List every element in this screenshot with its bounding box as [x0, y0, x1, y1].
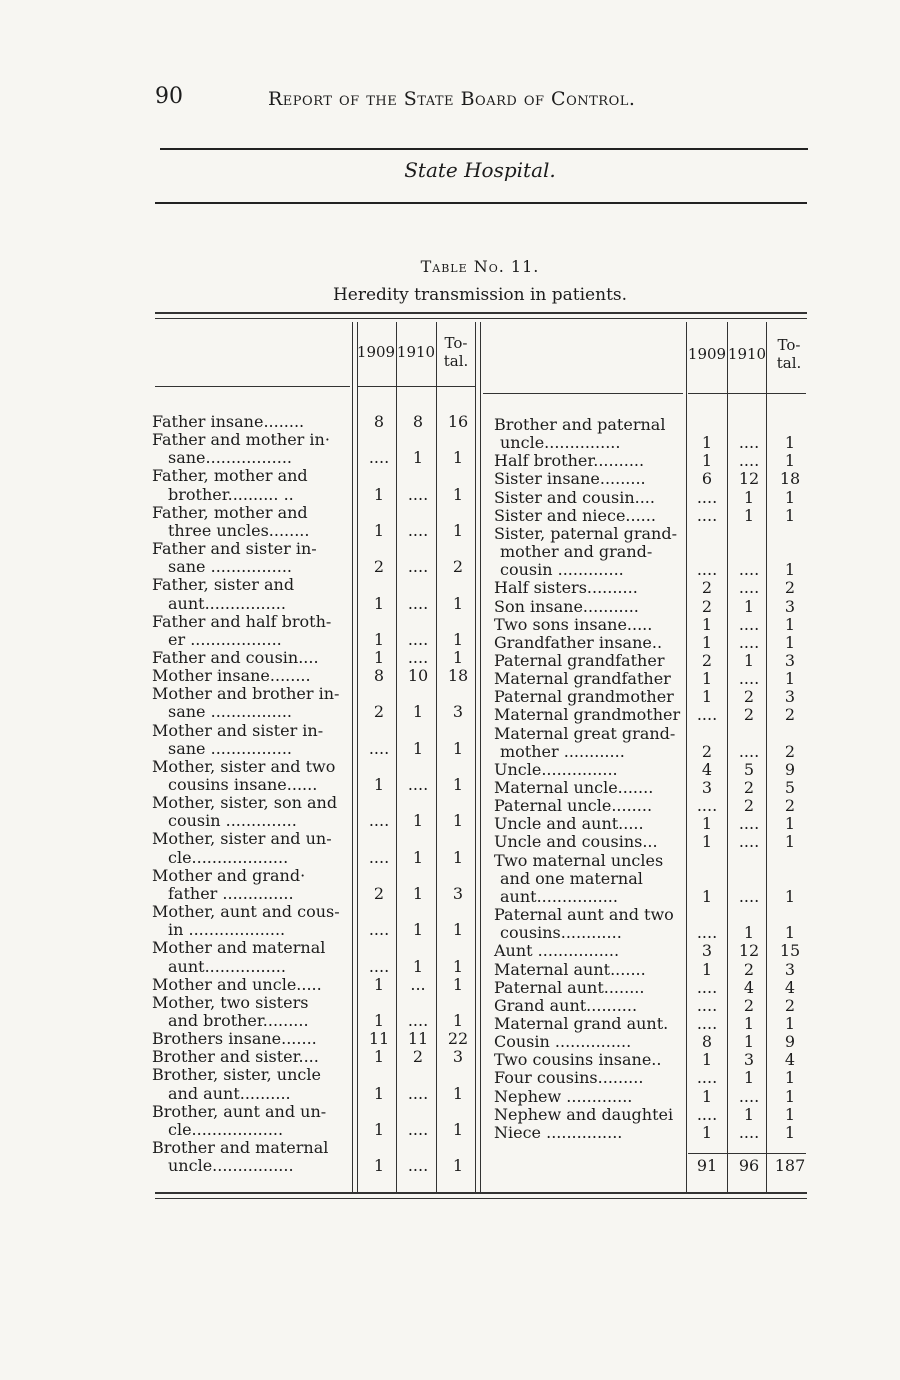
left-row-label: Mother and grand· [152, 865, 306, 885]
left-row-label: brother.......... .. [168, 484, 294, 504]
right-row-label: Two maternal uncles [494, 850, 664, 870]
left-row-total: 1 [452, 956, 464, 976]
right-row-1910: .... [738, 578, 760, 598]
right-row-label: and one maternal [500, 868, 643, 888]
right-row-1909: 2 [701, 741, 713, 761]
right-row-1909: 8 [701, 1032, 713, 1052]
left-row-total: 1 [452, 1119, 464, 1139]
right-row-total: 4 [784, 1050, 796, 1070]
right-row-1909: 1 [701, 614, 713, 634]
left-row-1909: 1 [373, 974, 385, 994]
right-row-total: 1 [784, 1086, 796, 1106]
left-row-1910: .... [407, 647, 429, 667]
left-row-label: Father, sister and [152, 575, 295, 595]
right-row-1910: .... [738, 614, 760, 634]
header-total-line2-left: tal. [443, 352, 469, 370]
right-row-1910: 2 [743, 959, 755, 979]
right-row-total: 3 [784, 596, 796, 616]
right-row-total: 1 [784, 433, 796, 453]
right-row-total: 9 [784, 759, 796, 779]
right-row-1910: 12 [738, 941, 760, 961]
table-number: Table No. 11. [420, 257, 540, 276]
right-row-1910: 4 [743, 977, 755, 997]
right-row-total: 2 [784, 796, 796, 816]
left-row-total: 3 [452, 702, 464, 722]
right-row-1910: .... [738, 1086, 760, 1106]
total-grand: 187 [774, 1156, 806, 1175]
right-row-label: uncle............... [500, 433, 621, 453]
section-title: State Hospital. [404, 158, 556, 182]
right-row-1910: 2 [743, 778, 755, 797]
left-row-1909: .... [368, 448, 390, 468]
left-row-1910: .... [407, 775, 429, 794]
left-row-label: Mother, sister and un- [152, 829, 332, 849]
right-row-1910: .... [738, 669, 760, 689]
left-row-1909: 1 [373, 1156, 385, 1176]
left-row-label: Father, mother and [152, 502, 308, 522]
right-row-label: Paternal uncle........ [494, 796, 653, 816]
right-row-total: 3 [784, 687, 796, 707]
left-row-1909: 2 [373, 557, 385, 577]
right-row-1910: 1 [743, 1104, 755, 1124]
header-rule-left-nums [358, 386, 476, 387]
right-row-1910: 2 [743, 705, 755, 725]
left-row-label: Mother and maternal [152, 938, 326, 958]
right-row-total: 2 [784, 578, 796, 598]
left-row-1910: .... [407, 1083, 429, 1103]
right-row-total: 5 [784, 778, 796, 797]
left-row-1910: 2 [412, 1047, 424, 1067]
right-row-label: Maternal grandfather [494, 669, 671, 689]
right-row-1909: .... [696, 995, 718, 1015]
right-row-label: Maternal aunt....... [494, 959, 646, 979]
left-row-label: cousins insane...... [168, 775, 318, 794]
left-row-1910: 1 [412, 847, 424, 867]
total-1910: 96 [738, 1156, 760, 1175]
right-row-total: 2 [784, 705, 796, 725]
left-row-1909: 1 [373, 1119, 385, 1139]
right-row-1910: .... [738, 886, 760, 906]
left-row-label: Brother and sister.... [152, 1047, 319, 1067]
right-row-1910: 1 [743, 487, 755, 507]
right-row-1910: 1 [743, 596, 755, 616]
header-total-line1-left: To- [444, 334, 468, 352]
left-row-label: and brother......... [168, 1010, 309, 1030]
right-row-1909: 1 [701, 451, 713, 471]
left-row-label: er .................. [168, 629, 282, 649]
right-row-1909: 1 [701, 1086, 713, 1106]
left-row-label: Mother, aunt and cous- [152, 902, 340, 922]
page-number: 90 [155, 84, 183, 109]
right-row-label: Maternal uncle....... [494, 778, 654, 797]
right-row-total: 1 [784, 923, 796, 943]
right-row-label: Maternal grandmother [494, 705, 681, 725]
header-rule-left [155, 386, 350, 387]
left-row-1910: 1 [412, 702, 424, 722]
column-divider [352, 322, 353, 1192]
left-row-1909: 8 [373, 412, 385, 431]
left-row-label: Father insane........ [152, 412, 305, 431]
left-row-total: 1 [452, 484, 464, 504]
right-row-total: 1 [784, 832, 796, 852]
right-row-1910: 12 [738, 469, 760, 489]
right-row-1909: .... [696, 977, 718, 997]
left-row-label: cousin .............. [168, 811, 297, 831]
header-rule-right-nums [688, 393, 806, 394]
left-row-1910: ... [410, 974, 426, 994]
right-row-label: Son insane........... [494, 596, 639, 616]
right-row-1909: 1 [701, 433, 713, 453]
right-row-1910: .... [738, 632, 760, 652]
right-row-label: Aunt ................ [494, 941, 620, 961]
right-row-1909: 3 [701, 778, 713, 797]
left-row-1910: 11 [407, 1029, 429, 1049]
right-row-1909: 1 [701, 1050, 713, 1070]
right-row-total: 3 [784, 650, 796, 670]
right-row-1910: 1 [743, 1068, 755, 1088]
left-row-label: and aunt.......... [168, 1083, 291, 1103]
right-row-total: 1 [784, 505, 796, 525]
right-row-label: aunt................ [500, 886, 618, 906]
right-row-total: 9 [784, 1032, 796, 1052]
left-row-1909: 2 [373, 883, 385, 903]
right-row-1909: 2 [701, 596, 713, 616]
right-row-1909: 3 [701, 941, 713, 961]
right-row-1910: 1 [743, 1013, 755, 1033]
right-row-total: 15 [779, 941, 801, 961]
header-1909-right: 1909 [687, 345, 727, 363]
right-row-label: Two cousins insane.. [494, 1050, 662, 1070]
left-row-total: 16 [447, 412, 469, 431]
left-row-1909: .... [368, 811, 390, 831]
left-row-1909: 1 [373, 593, 385, 613]
right-row-1910: .... [738, 451, 760, 471]
right-row-1910: .... [738, 433, 760, 453]
right-row-label: Brother and paternal [494, 415, 666, 434]
left-row-1910: 1 [412, 956, 424, 976]
running-head: Report of the State Board of Control. [268, 88, 636, 110]
right-row-total: 1 [784, 1122, 796, 1142]
right-row-label: Uncle and aunt..... [494, 814, 644, 834]
right-row-1910: .... [738, 741, 760, 761]
left-row-1909: 1 [373, 1047, 385, 1067]
left-row-1909: .... [368, 956, 390, 976]
left-row-label: Mother insane........ [152, 666, 311, 686]
right-row-1910: 1 [743, 505, 755, 525]
left-row-1910: .... [407, 629, 429, 649]
right-row-1909: .... [696, 560, 718, 580]
right-row-1910: .... [738, 1122, 760, 1142]
right-row-1910: 2 [743, 995, 755, 1015]
right-row-1910: 3 [743, 1050, 755, 1070]
left-row-total: 1 [452, 1010, 464, 1030]
left-row-label: Father and cousin.... [152, 647, 319, 667]
left-row-label: Mother and sister in- [152, 720, 324, 740]
right-row-1910: 5 [743, 759, 755, 779]
left-row-label: Brother, aunt and un- [152, 1101, 327, 1121]
header-total-line1-right: To- [777, 336, 801, 354]
left-row-1909: 2 [373, 702, 385, 722]
right-row-total: 1 [784, 814, 796, 834]
right-row-label: Uncle and cousins... [494, 832, 658, 852]
left-row-label: Mother and brother in- [152, 684, 340, 704]
left-row-1909: 1 [373, 775, 385, 794]
right-row-total: 2 [784, 741, 796, 761]
right-row-label: cousin ............. [500, 560, 624, 580]
right-row-total: 1 [784, 560, 796, 580]
right-row-label: Sister and niece...... [494, 505, 656, 525]
right-row-1910: 1 [743, 923, 755, 943]
table-bottom-rule-thin [155, 1198, 807, 1199]
right-row-1910: 1 [743, 1032, 755, 1052]
left-row-label: Mother, sister, son and [152, 793, 338, 813]
left-row-total: 1 [452, 647, 464, 667]
right-row-label: Two sons insane..... [494, 614, 653, 634]
right-row-label: mother ............ [500, 741, 625, 761]
left-row-1910: 8 [412, 412, 424, 431]
left-row-label: Father and half broth- [152, 611, 332, 631]
column-divider [480, 322, 481, 1192]
left-row-1909: .... [368, 738, 390, 758]
left-row-label: sane ................ [168, 702, 292, 722]
left-row-1910: .... [407, 1010, 429, 1030]
right-row-label: Niece ............... [494, 1122, 623, 1142]
right-row-label: Cousin ............... [494, 1032, 632, 1052]
right-row-total: 1 [784, 886, 796, 906]
right-row-1910: .... [738, 832, 760, 852]
left-row-label: Brothers insane....... [152, 1029, 317, 1049]
right-row-total: 1 [784, 487, 796, 507]
table-bottom-rule [155, 1192, 807, 1194]
table-caption: Heredity transmission in patients. [332, 285, 628, 305]
left-row-total: 1 [452, 775, 464, 794]
right-row-1910: .... [738, 814, 760, 834]
left-row-label: sane................. [168, 448, 292, 468]
right-row-1909: .... [696, 505, 718, 525]
left-row-label: cle.................. [168, 1119, 284, 1139]
right-row-total: 1 [784, 614, 796, 634]
right-row-label: Nephew ............. [494, 1086, 633, 1106]
left-row-1910: 1 [412, 811, 424, 831]
right-row-1909: 1 [701, 832, 713, 852]
left-row-total: 1 [452, 520, 464, 540]
totals-rule [688, 1153, 806, 1154]
left-row-1909: 1 [373, 1083, 385, 1103]
header-rule-right [483, 393, 683, 394]
left-row-label: in ................... [168, 920, 286, 940]
right-row-1909: 1 [701, 814, 713, 834]
right-row-1909: 1 [701, 959, 713, 979]
left-row-label: sane ................ [168, 738, 292, 758]
left-row-1909: 1 [373, 647, 385, 667]
left-row-1910: .... [407, 557, 429, 577]
right-row-total: 2 [784, 995, 796, 1015]
left-row-total: 1 [452, 974, 464, 994]
right-row-label: cousins............ [500, 923, 622, 943]
left-row-label: Mother and uncle..... [152, 974, 322, 994]
left-row-total: 2 [452, 557, 464, 577]
left-row-label: three uncles........ [168, 520, 310, 540]
right-row-1909: 6 [701, 469, 713, 489]
right-row-total: 1 [784, 669, 796, 689]
right-row-label: Paternal aunt and two [494, 905, 674, 925]
right-row-1910: 2 [743, 796, 755, 816]
right-row-label: Grandfather insane.. [494, 632, 663, 652]
left-row-1909: 1 [373, 484, 385, 504]
left-row-label: Father and sister in- [152, 539, 317, 559]
left-row-total: 1 [452, 811, 464, 831]
left-row-1910: 1 [412, 738, 424, 758]
left-row-total: 3 [452, 1047, 464, 1067]
right-row-label: Maternal great grand- [494, 723, 676, 743]
left-row-total: 1 [452, 629, 464, 649]
table-top-rule-thin [155, 318, 807, 319]
right-row-label: Sister and cousin.... [494, 487, 655, 507]
right-row-total: 1 [784, 1104, 796, 1124]
right-row-1909: 1 [701, 886, 713, 906]
right-row-1910: 2 [743, 687, 755, 707]
right-row-label: Sister, paternal grand- [494, 523, 678, 543]
right-row-1909: 1 [701, 1122, 713, 1142]
left-row-1910: .... [407, 1119, 429, 1139]
left-row-label: Father and mother in· [152, 430, 330, 450]
right-row-label: Nephew and daughtei [494, 1104, 674, 1124]
left-row-total: 1 [452, 738, 464, 758]
left-row-total: 1 [452, 1083, 464, 1103]
left-row-total: 1 [452, 448, 464, 468]
left-row-1909: 1 [373, 520, 385, 540]
left-row-1909: 8 [373, 666, 385, 686]
left-row-label: aunt................ [168, 956, 286, 976]
right-row-1909: .... [696, 487, 718, 507]
table-top-rule [155, 312, 807, 314]
left-row-label: Mother, two sisters [152, 992, 309, 1012]
left-row-total: 22 [447, 1029, 469, 1049]
left-row-label: sane ................ [168, 557, 292, 577]
right-row-label: mother and grand- [500, 542, 653, 562]
right-row-1909: 1 [701, 687, 713, 707]
left-row-1909: 1 [373, 1010, 385, 1030]
left-row-total: 1 [452, 847, 464, 867]
right-row-1909: 4 [701, 759, 713, 779]
left-row-label: Brother, sister, uncle [152, 1065, 321, 1085]
right-row-1909: .... [696, 1013, 718, 1033]
left-row-label: Mother, sister and two [152, 756, 336, 776]
right-row-1909: 1 [701, 632, 713, 652]
left-row-total: 1 [452, 920, 464, 940]
right-row-1910: .... [738, 560, 760, 580]
right-row-1909: .... [696, 796, 718, 816]
left-row-1909: .... [368, 920, 390, 940]
right-row-1909: .... [696, 1068, 718, 1088]
right-row-total: 1 [784, 632, 796, 652]
right-row-label: Paternal grandfather [494, 650, 665, 670]
left-row-total: 1 [452, 1156, 464, 1176]
right-row-1909: .... [696, 705, 718, 725]
left-row-1909: .... [368, 847, 390, 867]
header-1910-left: 1910 [396, 343, 436, 361]
right-row-label: Uncle............... [494, 759, 618, 779]
left-row-1910: 1 [412, 920, 424, 940]
left-row-1910: 10 [407, 666, 429, 686]
right-row-label: Half brother.......... [494, 451, 645, 471]
section-rule [155, 202, 807, 204]
left-row-label: father .............. [168, 883, 294, 903]
left-row-label: aunt................ [168, 593, 286, 613]
header-1909-left: 1909 [356, 343, 396, 361]
right-row-label: Paternal grandmother [494, 687, 674, 707]
right-row-label: Half sisters.......... [494, 578, 638, 598]
right-row-1909: .... [696, 1104, 718, 1124]
left-row-total: 3 [452, 883, 464, 903]
top-rule [160, 148, 808, 150]
right-row-label: Paternal aunt........ [494, 977, 645, 997]
left-row-1909: 1 [373, 629, 385, 649]
right-row-1909: 1 [701, 669, 713, 689]
left-row-label: cle................... [168, 847, 289, 867]
left-row-1910: .... [407, 484, 429, 504]
right-row-total: 3 [784, 959, 796, 979]
left-row-label: uncle................ [168, 1156, 294, 1176]
left-row-label: Brother and maternal [152, 1138, 329, 1157]
right-row-1909: .... [696, 923, 718, 943]
left-row-total: 18 [447, 666, 469, 686]
total-1909: 91 [696, 1156, 718, 1175]
header-1910-right: 1910 [727, 345, 767, 363]
left-row-label: Father, mother and [152, 466, 308, 486]
right-row-1909: 2 [701, 578, 713, 598]
left-row-1910: 1 [412, 448, 424, 468]
left-row-1910: 1 [412, 883, 424, 903]
right-row-total: 1 [784, 451, 796, 471]
right-row-1909: 2 [701, 650, 713, 670]
left-row-1909: 11 [368, 1029, 390, 1049]
header-total-line2-right: tal. [776, 354, 802, 372]
right-row-label: Grand aunt.......... [494, 995, 638, 1015]
right-row-total: 4 [784, 977, 796, 997]
left-row-1910: .... [407, 593, 429, 613]
left-row-1910: .... [407, 520, 429, 540]
left-row-1910: .... [407, 1156, 429, 1176]
right-row-label: Sister insane......... [494, 469, 646, 489]
right-row-total: 18 [779, 469, 801, 489]
right-row-total: 1 [784, 1013, 796, 1033]
right-row-label: Maternal grand aunt. [494, 1013, 669, 1033]
left-row-total: 1 [452, 593, 464, 613]
right-row-label: Four cousins......... [494, 1068, 644, 1088]
right-row-1910: 1 [743, 650, 755, 670]
right-row-total: 1 [784, 1068, 796, 1088]
